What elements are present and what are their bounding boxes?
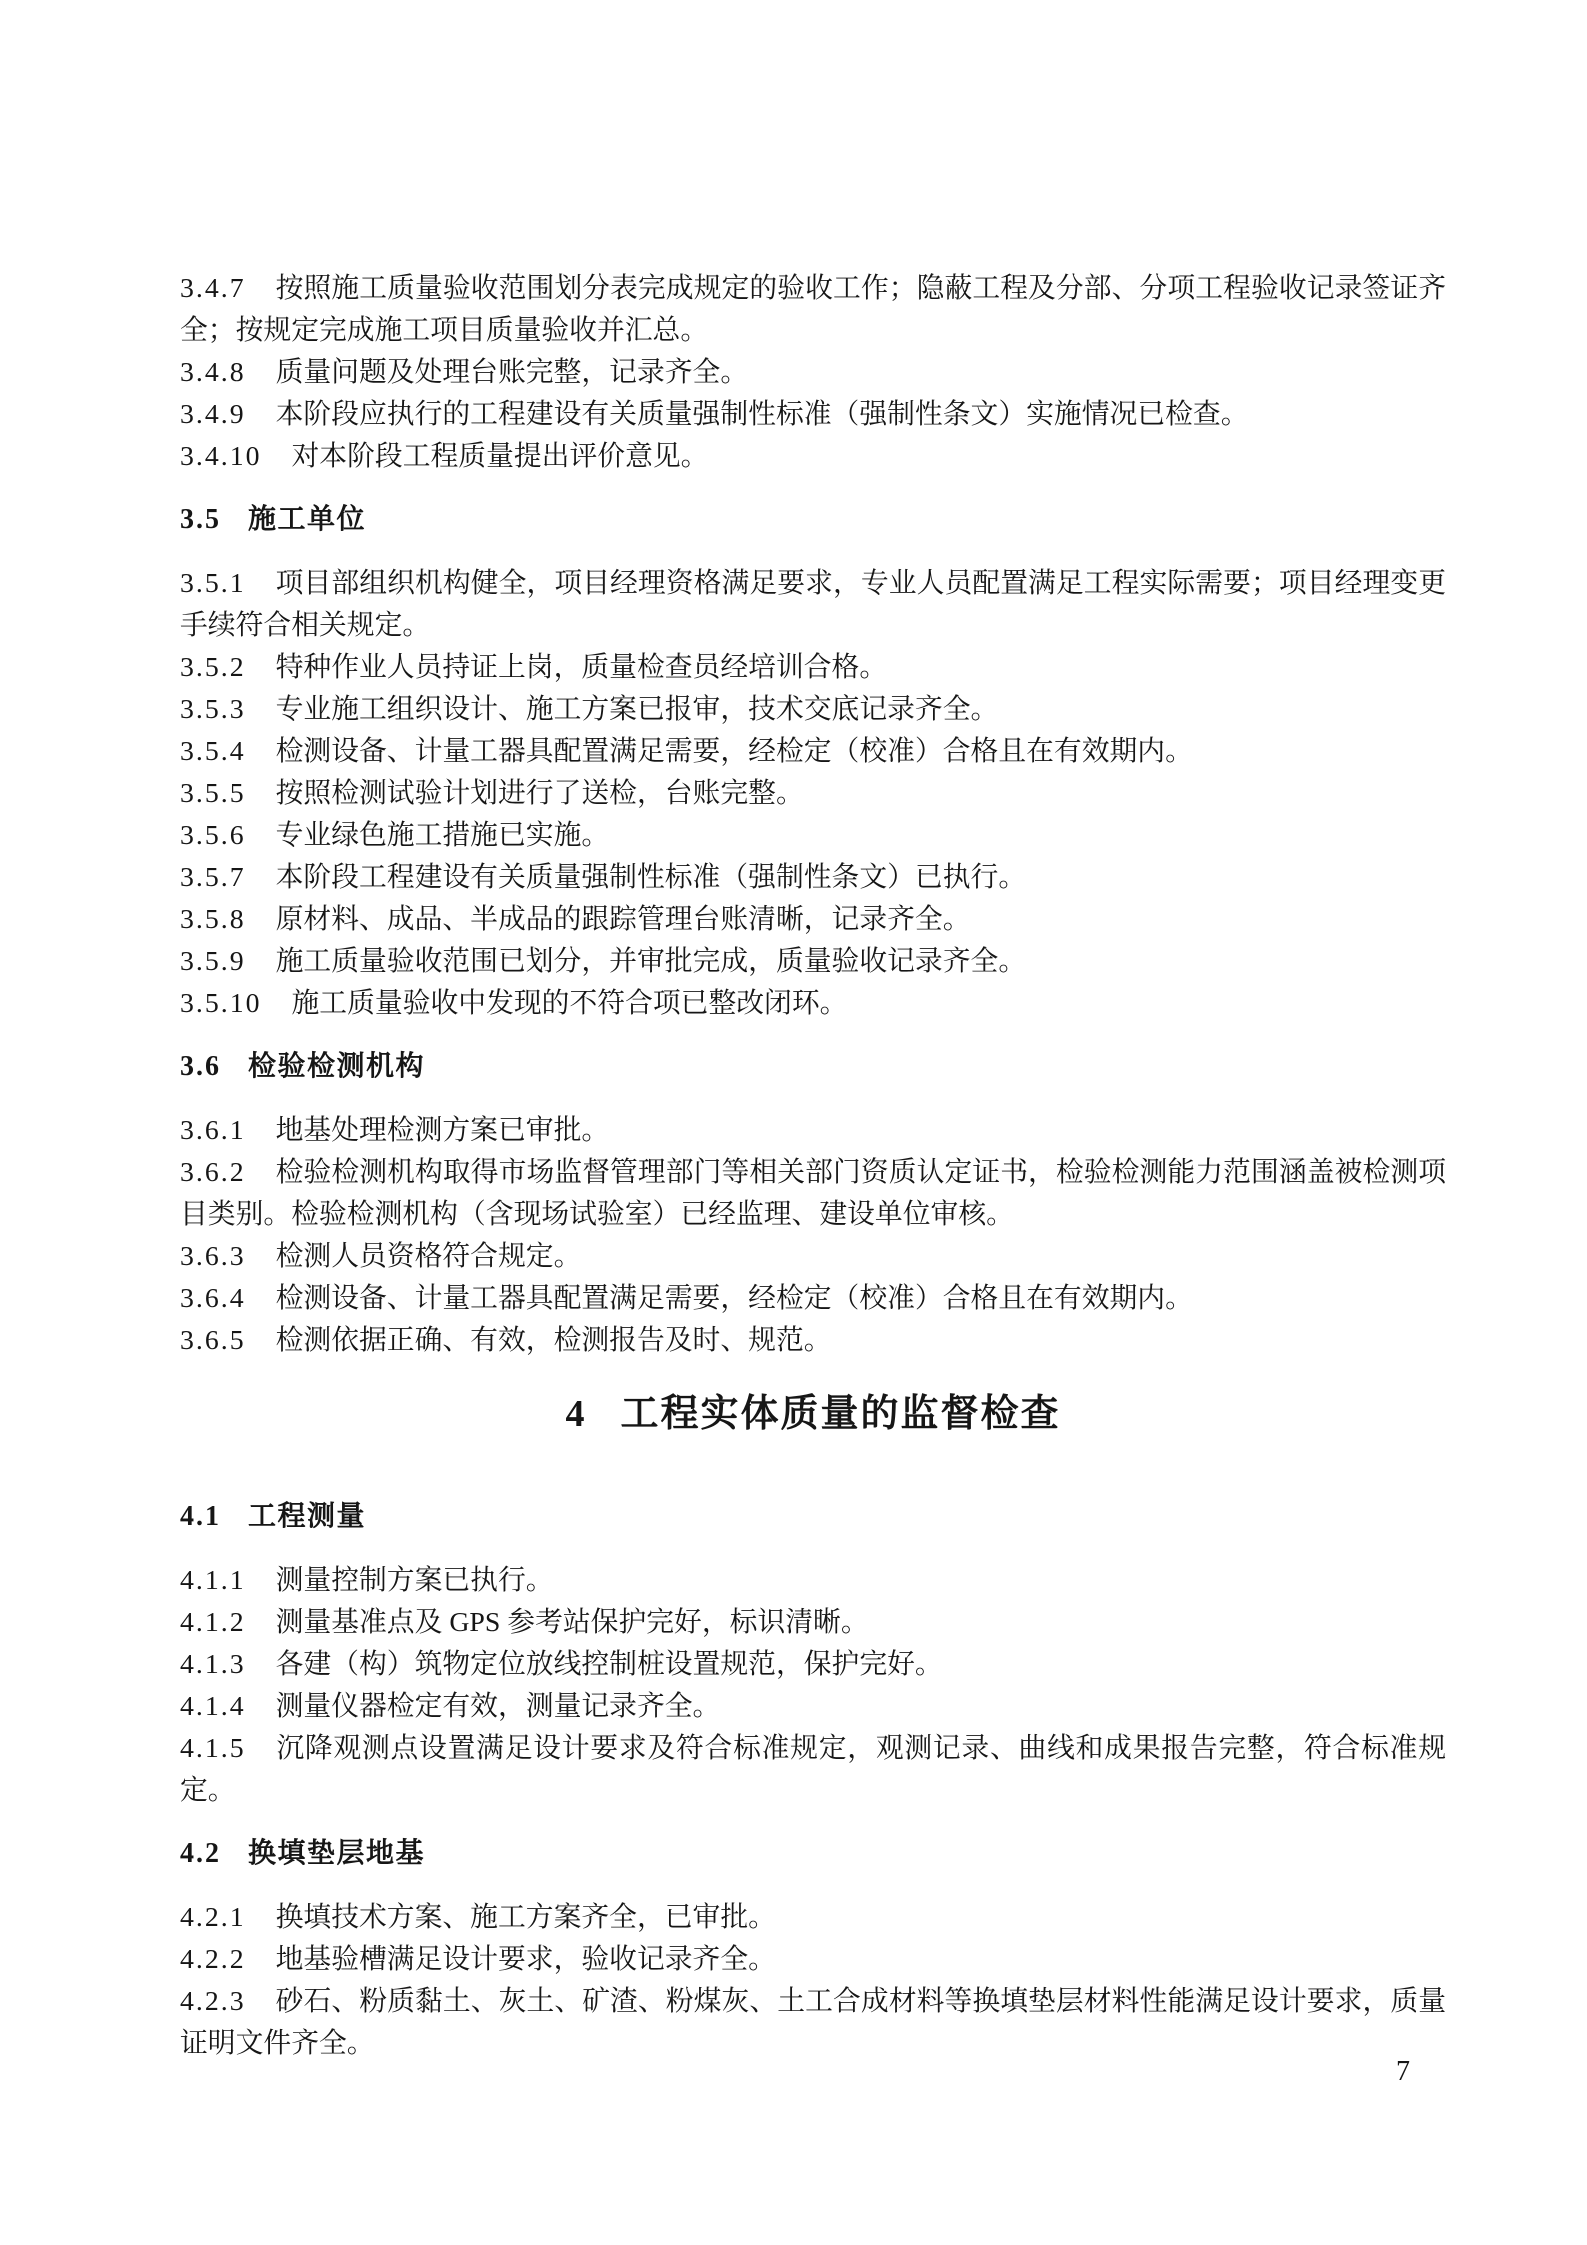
section-title: 施工单位	[248, 503, 367, 534]
section-heading-4-1	[180, 1495, 1446, 1538]
clause-number: 3.5.5	[180, 778, 246, 809]
clause-3-6-4	[180, 1278, 1446, 1320]
clause-number: 3.6.1	[180, 1115, 246, 1146]
chapter-number: 4	[565, 1393, 585, 1435]
clause-3-5-5	[180, 773, 1446, 815]
clause-3-5-8	[180, 899, 1446, 941]
section-number: 3.6	[180, 1051, 221, 1082]
clause-text: 施工质量验收范围已划分，并审批完成，质量验收记录齐全。	[275, 946, 1027, 977]
clause-4-1-5	[180, 1728, 1446, 1812]
clause-number: 3.4.9	[180, 399, 246, 430]
clause-text: 检测依据正确、有效，检测报告及时、规范。	[275, 1325, 832, 1356]
clause-3-5-6	[180, 815, 1446, 857]
clause-text: 本阶段工程建设有关质量强制性标准（强制性条文）已执行。	[275, 862, 1027, 893]
clause-text: 施工质量验收中发现的不符合项已整改闭环。	[291, 988, 848, 1019]
clause-3-4-10	[180, 436, 1446, 478]
clause-3-6-3	[180, 1236, 1446, 1278]
clause-text: 质量问题及处理台账完整，记录齐全。	[275, 357, 749, 388]
clause-text: 砂石、粉质黏土、灰土、矿渣、粉煤灰、土工合成材料等换填垫层材料性能满足设计要求，质量证明文件齐全。	[180, 1986, 1446, 2059]
clause-number: 3.5.9	[180, 946, 246, 977]
clause-number: 4.1.4	[180, 1691, 246, 1722]
clause-number: 4.1.1	[180, 1565, 246, 1596]
clause-4-1-1	[180, 1560, 1446, 1602]
clause-text: 地基验槽满足设计要求，验收记录齐全。	[275, 1944, 776, 1975]
clause-text: 特种作业人员持证上岗，质量检查员经培训合格。	[275, 652, 888, 683]
clause-3-6-2	[180, 1152, 1446, 1236]
clause-text: 各建（构）筑物定位放线控制桩设置规范，保护完好。	[275, 1649, 943, 1680]
clause-text: 测量基准点及 GPS 参考站保护完好，标识清晰。	[275, 1607, 869, 1638]
clause-number: 3.5.1	[180, 568, 246, 599]
clause-number: 4.2.1	[180, 1902, 246, 1933]
clause-text: 换填技术方案、施工方案齐全，已审批。	[275, 1902, 776, 1933]
clause-3-5-1	[180, 563, 1446, 647]
clause-3-5-9	[180, 941, 1446, 983]
clause-number: 3.6.5	[180, 1325, 246, 1356]
clause-number: 3.4.10	[180, 441, 262, 472]
section-number: 3.5	[180, 504, 221, 535]
section-heading-3-5	[180, 498, 1446, 541]
clause-number: 3.4.8	[180, 357, 246, 388]
section-title: 换填垫层地基	[248, 1837, 426, 1868]
clause-4-1-4	[180, 1686, 1446, 1728]
clause-3-6-1	[180, 1110, 1446, 1152]
clause-text: 沉降观测点设置满足设计要求及符合标准规定，观测记录、曲线和成果报告完整，符合标准规定。	[180, 1733, 1446, 1806]
clause-3-4-9	[180, 394, 1446, 436]
clause-number: 3.5.10	[180, 988, 262, 1019]
clause-number: 3.6.4	[180, 1283, 246, 1314]
clause-text: 专业施工组织设计、施工方案已报审，技术交底记录齐全。	[275, 694, 999, 725]
section-title: 工程测量	[248, 1500, 367, 1531]
clause-number: 4.2.2	[180, 1944, 246, 1975]
clause-3-5-3	[180, 689, 1446, 731]
section-heading-4-2	[180, 1832, 1446, 1875]
clause-number: 3.5.8	[180, 904, 246, 935]
clause-3-4-8	[180, 352, 1446, 394]
clause-3-6-5	[180, 1320, 1446, 1362]
clause-number: 3.5.6	[180, 820, 246, 851]
clause-number: 3.4.7	[180, 273, 246, 304]
clause-number: 3.6.2	[180, 1157, 246, 1188]
page-number: 7	[1396, 2056, 1410, 2087]
clause-text: 本阶段应执行的工程建设有关质量强制性标准（强制性条文）实施情况已检查。	[275, 399, 1249, 430]
clause-text: 检测人员资格符合规定。	[275, 1241, 582, 1272]
clause-text: 按照施工质量验收范围划分表完成规定的验收工作；隐蔽工程及分部、分项工程验收记录签证齐全；按规定完成施工项目质量验收并汇总。	[180, 273, 1446, 346]
clause-4-2-2	[180, 1939, 1446, 1981]
clause-4-1-2	[180, 1602, 1446, 1644]
section-number: 4.1	[180, 1501, 221, 1532]
clause-text: 专业绿色施工措施已实施。	[275, 820, 610, 851]
clause-number: 4.1.3	[180, 1649, 246, 1680]
clause-number: 4.2.3	[180, 1986, 246, 2017]
clause-text: 项目部组织机构健全，项目经理资格满足要求，专业人员配置满足工程实际需要；项目经理变更手续符合相关规定。	[180, 568, 1446, 641]
document-content	[180, 268, 1446, 2065]
clause-4-2-3	[180, 1981, 1446, 2065]
clause-text: 检验检测机构取得市场监督管理部门等相关部门资质认定证书，检验检测能力范围涵盖被检测项目类别。检验检测机构（含现场试验室）已经监理、建设单位审核。	[180, 1157, 1446, 1230]
clause-number: 4.1.2	[180, 1607, 246, 1638]
clause-3-5-7	[180, 857, 1446, 899]
section-number: 4.2	[180, 1838, 221, 1869]
clause-text: 地基处理检测方案已审批。	[275, 1115, 610, 1146]
clause-number: 3.5.7	[180, 862, 246, 893]
clause-text: 原材料、成品、半成品的跟踪管理台账清晰，记录齐全。	[275, 904, 971, 935]
clause-number: 3.6.3	[180, 1241, 246, 1272]
clause-number: 3.5.2	[180, 652, 246, 683]
clause-number: 4.1.5	[180, 1733, 246, 1764]
clause-3-5-2	[180, 647, 1446, 689]
section-heading-3-6	[180, 1045, 1446, 1088]
clause-text: 测量仪器检定有效，测量记录齐全。	[275, 1691, 721, 1722]
clause-text: 测量控制方案已执行。	[275, 1565, 554, 1596]
clause-3-5-10	[180, 983, 1446, 1025]
clause-4-1-3	[180, 1644, 1446, 1686]
clause-number: 3.5.3	[180, 694, 246, 725]
chapter-heading-4	[180, 1389, 1446, 1439]
clause-text: 对本阶段工程质量提出评价意见。	[291, 441, 709, 472]
clause-text: 检测设备、计量工器具配置满足需要，经检定（校准）合格且在有效期内。	[275, 736, 1193, 767]
chapter-title: 工程实体质量的监督检查	[620, 1393, 1061, 1435]
clause-3-4-7	[180, 268, 1446, 352]
clause-text: 按照检测试验计划进行了送检，台账完整。	[275, 778, 804, 809]
section-title: 检验检测机构	[248, 1050, 426, 1081]
clause-text: 检测设备、计量工器具配置满足需要，经检定（校准）合格且在有效期内。	[275, 1283, 1193, 1314]
clause-3-5-4	[180, 731, 1446, 773]
clause-4-2-1	[180, 1897, 1446, 1939]
clause-number: 3.5.4	[180, 736, 246, 767]
